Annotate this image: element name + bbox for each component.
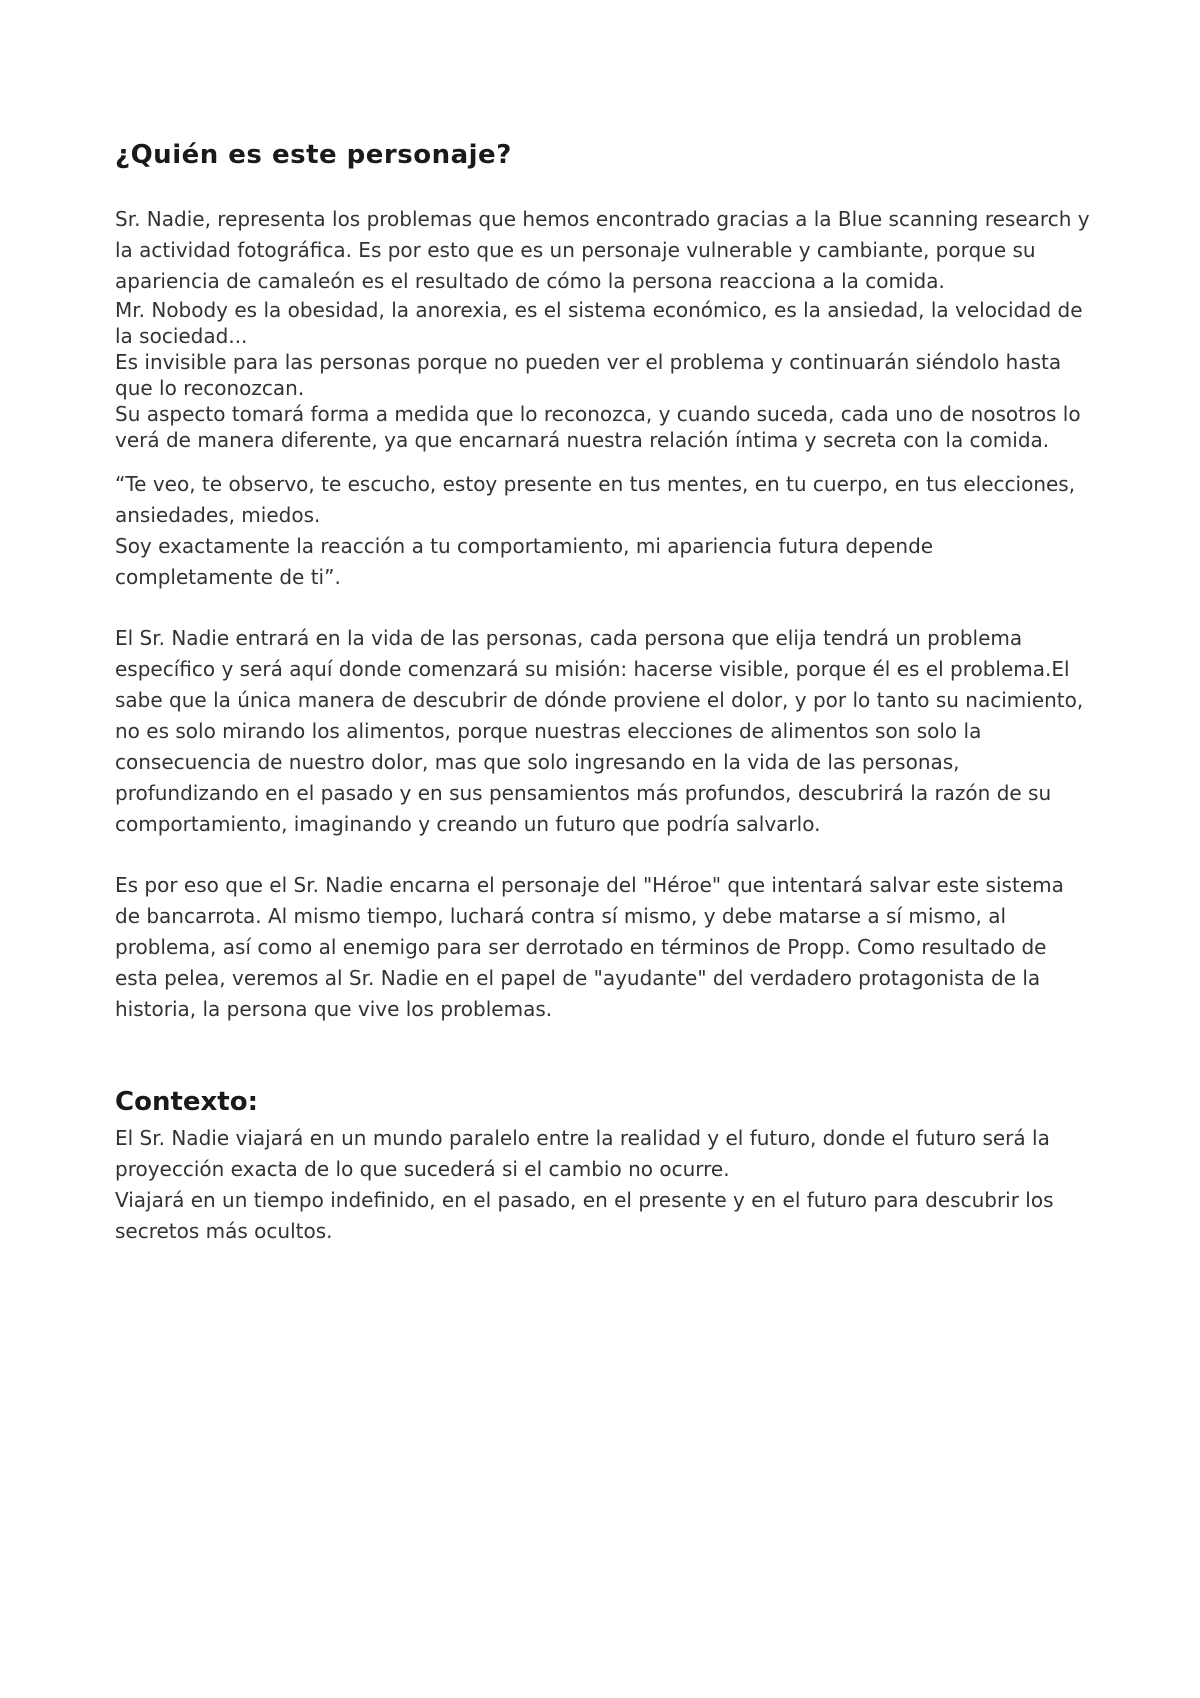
spacer xyxy=(115,840,1095,870)
quote-line-2: Soy exactamente la reacción a tu comportamiento, mi apariencia futura depende completamente de ti”. xyxy=(115,534,934,589)
section-title-context: Contexto: xyxy=(115,1087,258,1117)
paragraph-hero: Es por eso que el Sr. Nadie encarna el personaje del "Héroe" que intentará salvar este sistema de bancarrota. Al mismo tiempo, luchará contra sí mismo, y debe matarse a sí mismo, al problema, así como al enemigo para ser derrotado en términos de Propp. Como resultado de esta pelea, veremos al Sr. Nadie en el papel de "ayudante" del verdadero protagonista de la historia, la persona que vive los problemas. xyxy=(115,873,1064,1021)
paragraph-mission: El Sr. Nadie entrará en la vida de las personas, cada persona que elija tendrá un problema específico y será aquí donde comenzará su misión: hacerse visible, porque él es el problema.El sabe que la única manera de descubrir de dónde proviene el dolor, y por lo tanto su nacimiento, no es solo mirando los alimentos, porque nuestras elecciones de alimentos son solo la consecuencia de nuestro dolor, mas que solo ingresando en la vida de las personas, profundizando en el pasado y en sus pensamientos más profundos, descubrirá la razón de su comportamiento, imaginando y creando un futuro que podría salvarlo. xyxy=(115,626,1084,836)
paragraph-nobody: Mr. Nobody es la obesidad, la anorexia, es el sistema económico, es la ansiedad, la velocidad de la sociedad... xyxy=(115,298,1083,348)
section-title-who: ¿Quién es este personaje? xyxy=(115,140,512,170)
spacer xyxy=(115,593,1095,623)
paragraph-intro: Sr. Nadie, representa los problemas que hemos encontrado gracias a la Blue scanning research y la actividad fotográfica. Es por esto que es un personaje vulnerable y cambiante, porque su apariencia de camaleón es el resultado de cómo la persona reacciona a la comida. xyxy=(115,207,1090,293)
spacer xyxy=(115,1025,1095,1087)
paragraph-invisible: Es invisible para las personas porque no pueden ver el problema y continuarán siéndolo hasta que lo reconozcan. xyxy=(115,350,1062,400)
paragraph-context-time: Viajará en un tiempo indefinido, en el pasado, en el presente y en el futuro para descubrir los secretos más ocultos. xyxy=(115,1188,1054,1243)
paragraph-context-world: El Sr. Nadie viajará en un mundo paralelo entre la realidad y el futuro, donde el futuro será la proyección exacta de lo que sucederá si el cambio no ocurre. xyxy=(115,1126,1050,1181)
spacer xyxy=(115,453,1095,469)
paragraph-aspect: Su aspecto tomará forma a medida que lo reconozca, y cuando suceda, cada uno de nosotros lo verá de manera diferente, ya que encarnará nuestra relación íntima y secreta con la comida. xyxy=(115,402,1081,452)
document-page xyxy=(115,140,1095,1247)
quote-line-1: “Te veo, te observo, te escucho, estoy presente en tus mentes, en tu cuerpo, en tus elecciones, ansiedades, miedos. xyxy=(115,472,1076,527)
